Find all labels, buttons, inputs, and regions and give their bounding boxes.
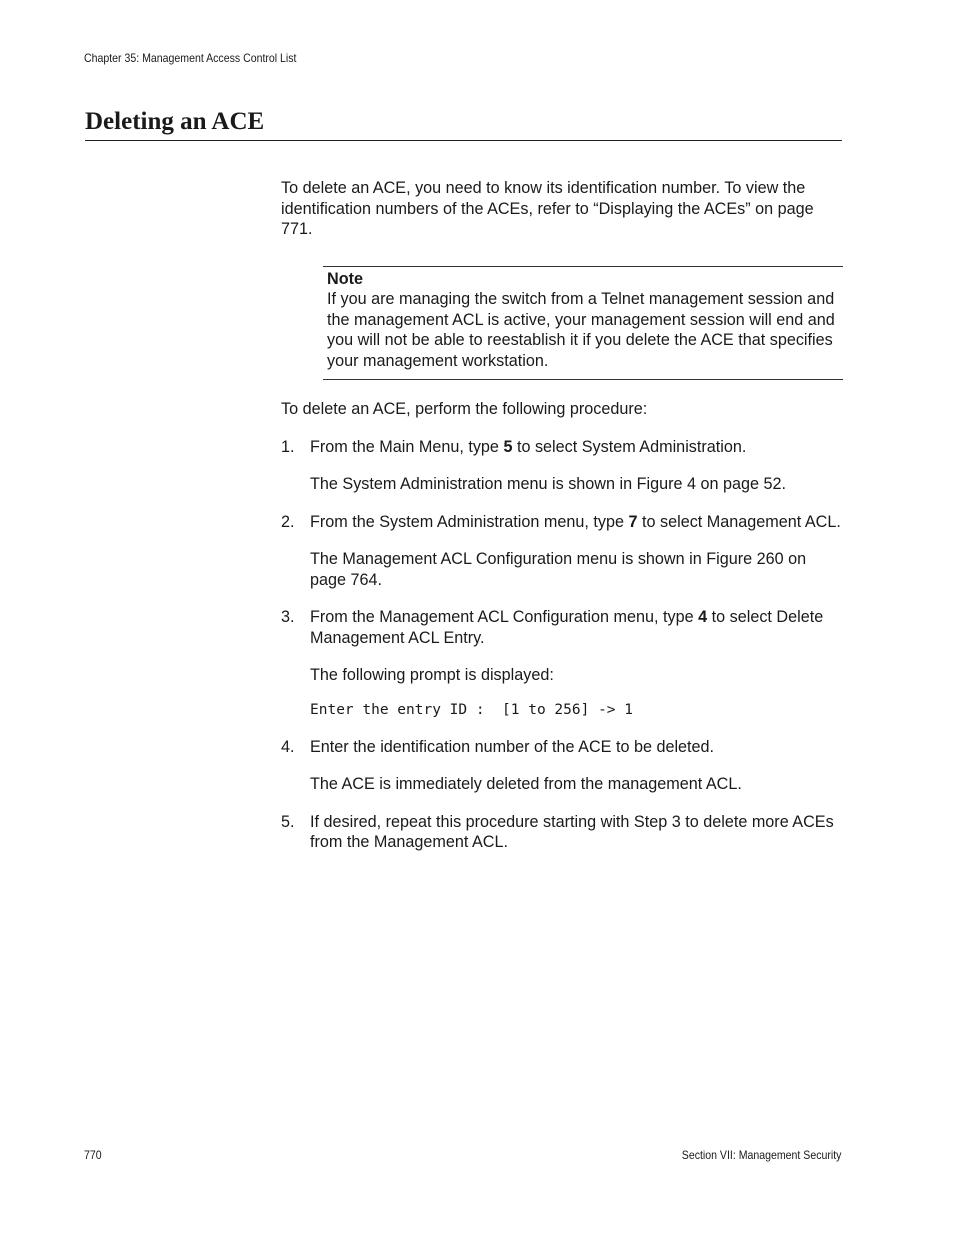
step-key: 5 bbox=[503, 437, 513, 456]
step-number: 5. bbox=[281, 812, 295, 831]
step-key: 4 bbox=[698, 608, 708, 626]
step-text-post: to select System Administration. bbox=[512, 437, 747, 456]
step-result: The Management ACL Configuration menu is shown in Figure 260 on page 764. bbox=[310, 550, 807, 589]
step-result: The following prompt is displayed: bbox=[310, 666, 554, 684]
step-text: Enter the identification number of the ACE to be deleted. bbox=[310, 737, 715, 756]
step-text bbox=[310, 512, 843, 533]
step-text-pre: From the Management ACL Configuration menu, type bbox=[310, 608, 699, 626]
intro-paragraph: To delete an ACE, you need to know its identification number. To view the identification numbers of the ACEs, refer to “Displaying the ACEs” on page 771. bbox=[281, 179, 814, 238]
step-result: The ACE is immediately deleted from the management ACL. bbox=[310, 775, 742, 793]
step-result: The System Administration menu is shown in Figure 4 on page 52. bbox=[310, 475, 786, 493]
section-title: Deleting an ACE bbox=[85, 108, 265, 135]
step-text: If desired, repeat this procedure starting with Step 3 to delete more ACEs from the Management ACL. bbox=[310, 812, 834, 851]
title-rule bbox=[85, 140, 842, 141]
procedure-steps bbox=[281, 437, 843, 853]
running-header: Chapter 35: Management Access Control List bbox=[84, 51, 297, 65]
command-prompt: Enter the entry ID : [1 to 256] -> 1 bbox=[310, 701, 634, 718]
step-text bbox=[310, 437, 843, 458]
page-number: 770 bbox=[84, 1148, 102, 1162]
step-text-post: to select Management ACL. bbox=[637, 512, 841, 531]
step-5 bbox=[281, 812, 843, 853]
running-footer-section: Section VII: Management Security bbox=[681, 1148, 841, 1162]
body-content bbox=[281, 178, 843, 870]
step-2 bbox=[281, 512, 843, 591]
step-text-post: to select Delete Management ACL Entry. bbox=[310, 608, 824, 647]
step-1 bbox=[281, 437, 843, 495]
step-number: 4. bbox=[281, 737, 295, 756]
step-number: 3. bbox=[281, 608, 295, 626]
step-number: 1. bbox=[281, 437, 295, 456]
step-key: 7 bbox=[628, 512, 638, 531]
step-text-pre: From the Main Menu, type bbox=[310, 437, 504, 456]
note-text: If you are managing the switch from a Telnet management session and the management ACL is active, your management session will end and you will not be able to reestablish it if you delete the ACE that specifies your management workstation. bbox=[327, 290, 835, 370]
step-text bbox=[310, 607, 843, 648]
note-label: Note bbox=[327, 269, 363, 288]
procedure-lead: To delete an ACE, perform the following procedure: bbox=[281, 400, 648, 418]
step-3 bbox=[281, 607, 843, 720]
note-box bbox=[323, 266, 843, 381]
step-4 bbox=[281, 737, 843, 795]
step-text-pre: From the System Administration menu, type bbox=[310, 512, 629, 531]
step-number: 2. bbox=[281, 512, 295, 531]
